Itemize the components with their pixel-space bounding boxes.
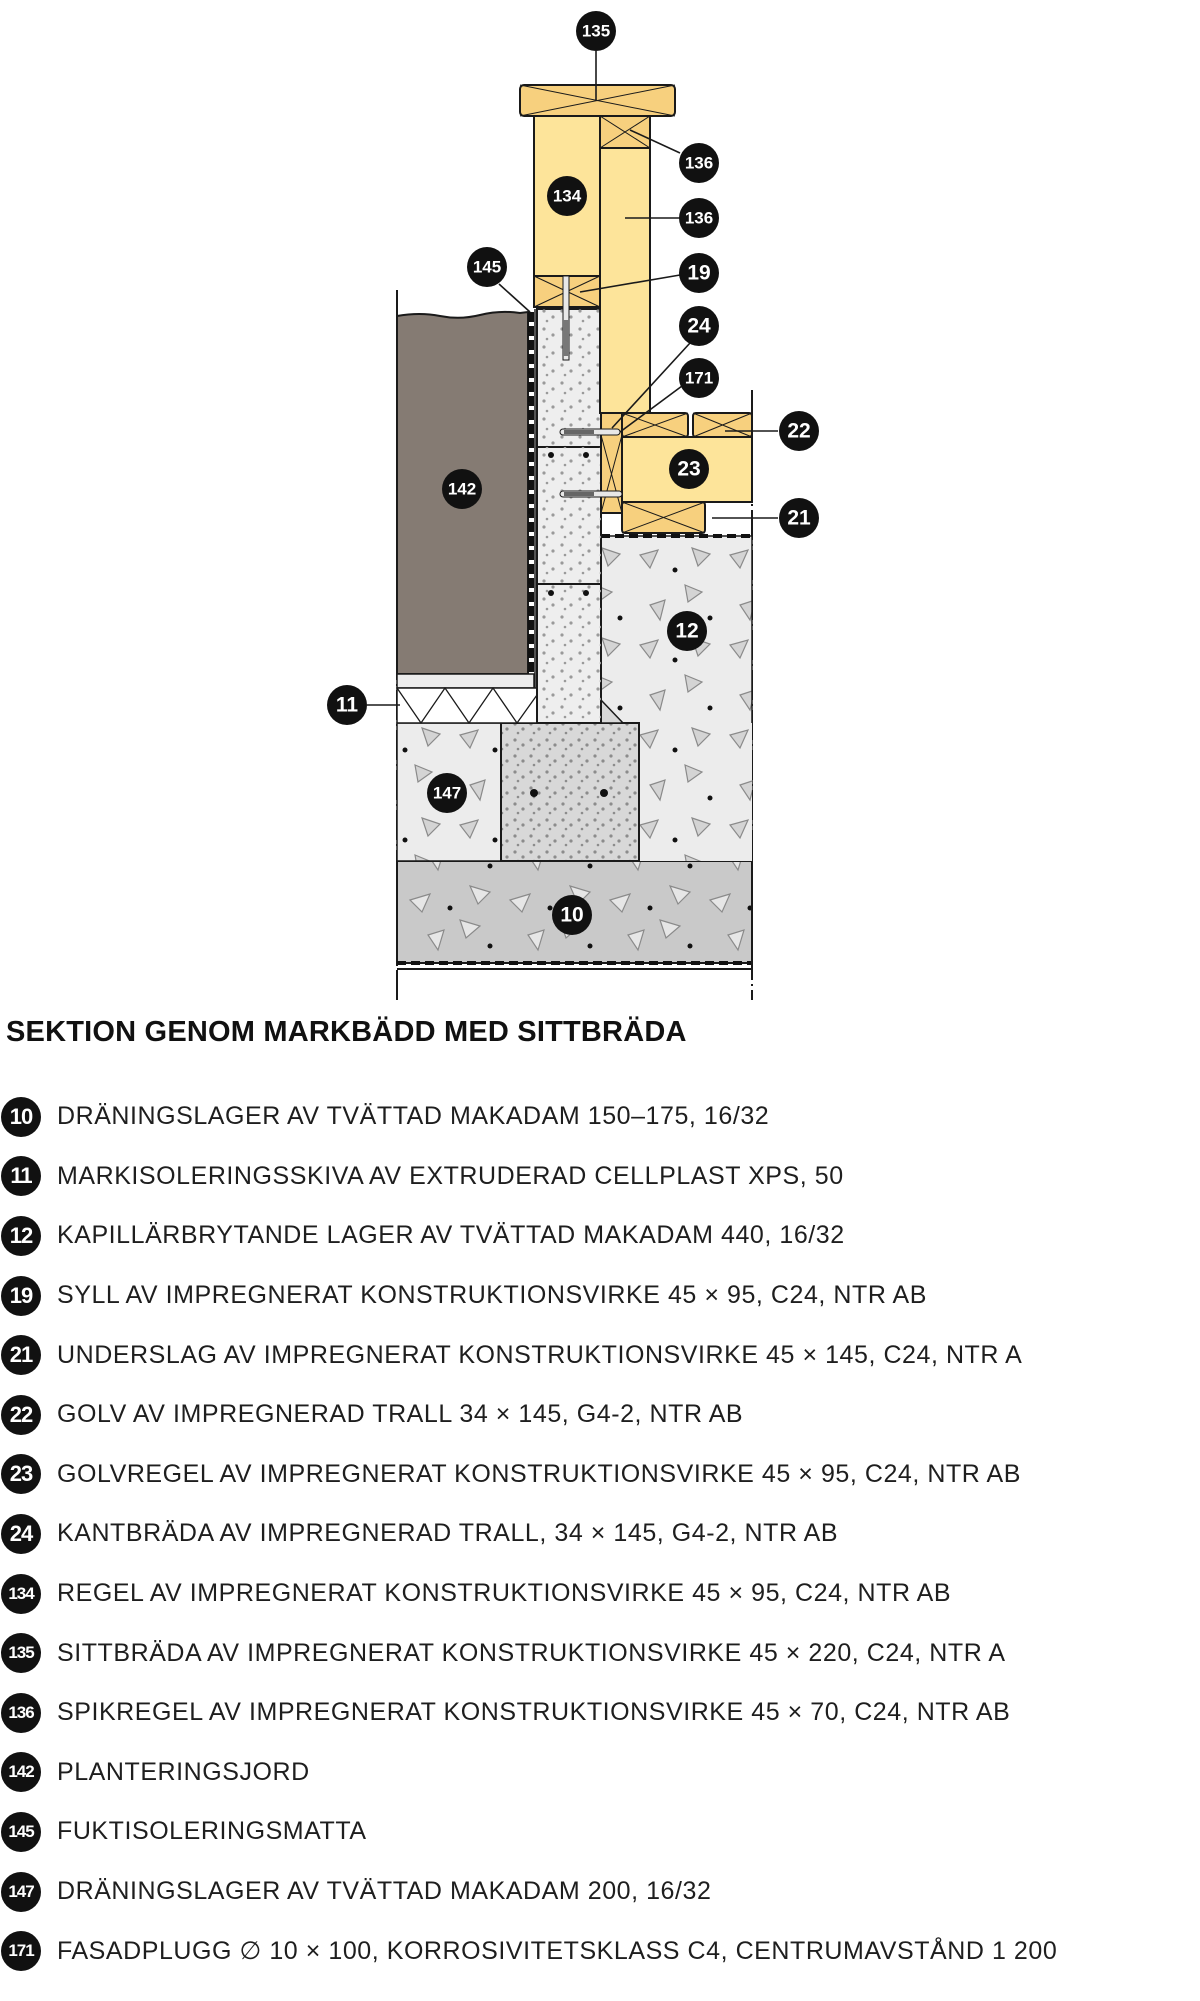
svg-text:136: 136 [684, 208, 714, 228]
legend-badge: 12 [1, 1216, 41, 1256]
legend-text: REGEL AV IMPREGNERAT KONSTRUKTIONSVIRKE 45 × 95, C24, NTR AB [57, 1579, 952, 1608]
kantbrada-24 [601, 413, 622, 513]
legend-item-24 [0, 1504, 1200, 1564]
legend-item-147 [0, 1862, 1200, 1922]
svg-text:142: 142 [447, 479, 477, 499]
legend-badge: 22 [1, 1395, 41, 1435]
legend-badge: 142 [1, 1752, 41, 1792]
callout-24 [679, 306, 719, 346]
callout-171 [679, 358, 719, 398]
legend-badge: 171 [1, 1931, 41, 1971]
svg-text:24: 24 [687, 314, 711, 338]
block-rebar [548, 452, 554, 458]
callout-135 [576, 11, 616, 51]
block-rebar [548, 590, 554, 596]
svg-text:171: 171 [684, 368, 714, 388]
legend-badge: 21 [1, 1335, 41, 1375]
legend-badge: 135 [1, 1633, 41, 1673]
legend-item-145 [0, 1802, 1200, 1862]
callout-12 [667, 611, 707, 651]
legend-item-21 [0, 1325, 1200, 1385]
legend-text: SITTBRÄDA AV IMPREGNERAT KONSTRUKTIONSVIRKE 45 × 220, C24, NTR A [57, 1638, 1006, 1667]
svg-text:134: 134 [552, 186, 582, 206]
legend-badge: 11 [1, 1156, 41, 1196]
legend-badge: 10 [1, 1097, 41, 1137]
legend-item-171 [0, 1921, 1200, 1981]
legend-text: FUKTISOLERINGSMATTA [57, 1817, 367, 1846]
callout-147 [427, 773, 467, 813]
callout-145 [467, 247, 507, 287]
callout-21 [779, 498, 819, 538]
legend-item-142 [0, 1743, 1200, 1803]
rebar [600, 789, 608, 797]
legend-badge: 145 [1, 1812, 41, 1852]
facade-plug [560, 491, 622, 497]
legend-item-12 [0, 1206, 1200, 1266]
svg-text:23: 23 [677, 457, 701, 481]
facade-plug [560, 429, 620, 435]
legend-item-23 [0, 1445, 1200, 1505]
svg-text:10: 10 [560, 903, 584, 927]
legend-text: DRÄNINGSLAGER AV TVÄTTAD MAKADAM 150–175, 16/32 [57, 1102, 770, 1131]
legend-text: GOLV AV IMPREGNERAD TRALL 34 × 145, G4-2, NTR AB [57, 1400, 744, 1429]
svg-text:12: 12 [675, 619, 699, 643]
svg-text:11: 11 [335, 693, 359, 717]
legend-badge: 147 [1, 1872, 41, 1912]
legend-text: SYLL AV IMPREGNERAT KONSTRUKTIONSVIRKE 45 × 95, C24, NTR AB [57, 1281, 927, 1310]
legend-badge: 23 [1, 1454, 41, 1494]
legend-badge: 19 [1, 1276, 41, 1316]
legend-item-136 [0, 1683, 1200, 1743]
callout-19 [679, 253, 719, 293]
callout-136-vertical [679, 198, 719, 238]
legend-text: UNDERSLAG AV IMPREGNERAT KONSTRUKTIONSVIRKE 45 × 145, C24, NTR A [57, 1340, 1023, 1369]
legend-text: PLANTERINGSJORD [57, 1757, 310, 1786]
legend-text: SPIKREGEL AV IMPREGNERAT KONSTRUKTIONSVIRKE 45 × 70, C24, NTR AB [57, 1698, 1011, 1727]
callout-136-section [679, 143, 719, 183]
callout-134 [547, 176, 587, 216]
soil-separation-strip [397, 674, 534, 688]
svg-text:135: 135 [581, 21, 611, 41]
section-diagram [0, 0, 1200, 1000]
legend-text: DRÄNINGSLAGER AV TVÄTTAD MAKADAM 200, 16/32 [57, 1877, 712, 1906]
svg-text:145: 145 [472, 257, 502, 277]
legend-badge: 24 [1, 1514, 41, 1554]
legend-text: KANTBRÄDA AV IMPREGNERAD TRALL, 34 × 145, G4-2, NTR AB [57, 1519, 839, 1548]
svg-text:22: 22 [787, 419, 811, 443]
legend-item-10 [0, 1087, 1200, 1147]
legend-item-22 [0, 1385, 1200, 1445]
block-rebar [583, 590, 589, 596]
svg-text:136: 136 [684, 153, 714, 173]
legend-item-135 [0, 1623, 1200, 1683]
callout-22 [779, 411, 819, 451]
callout-11 [327, 685, 367, 725]
spikregel-136-vertical [600, 148, 650, 413]
footing [501, 723, 639, 861]
svg-text:21: 21 [787, 506, 811, 530]
legend-text: GOLVREGEL AV IMPREGNERAT KONSTRUKTIONSVIRKE 45 × 95, C24, NTR AB [57, 1459, 1021, 1488]
legend-text: MARKISOLERINGSSKIVA AV EXTRUDERAD CELLPLAST XPS, 50 [57, 1161, 844, 1190]
svg-text:19: 19 [687, 261, 711, 285]
legend-text: FASADPLUGG ∅ 10 × 100, KORROSIVITETSKLASS C4, CENTRUMAVSTÅND 1 200 [57, 1937, 1058, 1966]
legend-title: SEKTION GENOM MARKBÄDD MED SITTBRÄDA [6, 1016, 687, 1048]
layer-12-lower [639, 723, 752, 861]
legend-badge: 134 [1, 1574, 41, 1614]
callout-23 [669, 449, 709, 489]
legend-item-134 [0, 1564, 1200, 1624]
callout-10 [552, 895, 592, 935]
callout-142 [442, 469, 482, 509]
legend-list [0, 1087, 1200, 1981]
block-rebar [583, 452, 589, 458]
legend-text: KAPILLÄRBRYTANDE LAGER AV TVÄTTAD MAKADAM 440, 16/32 [57, 1221, 845, 1250]
rebar [530, 789, 538, 797]
legend-badge: 136 [1, 1693, 41, 1733]
svg-text:147: 147 [432, 783, 462, 803]
legend-item-19 [0, 1266, 1200, 1326]
legend-item-11 [0, 1147, 1200, 1207]
